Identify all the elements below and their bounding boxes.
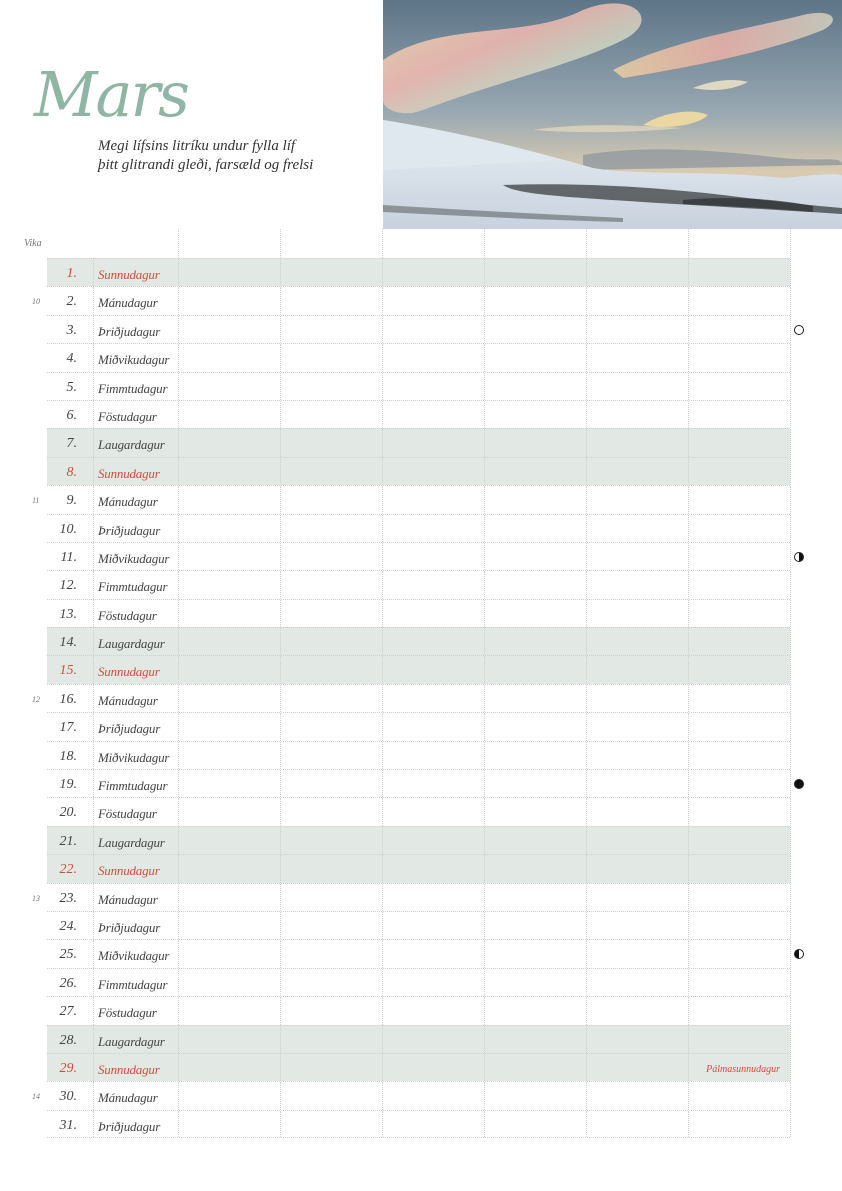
day-name: Fimmtudagur: [98, 778, 168, 794]
day-name: Föstudagur: [98, 806, 157, 822]
last-moon-icon: [794, 949, 804, 959]
day-name: Sunnudagur: [98, 1061, 160, 1077]
day-name: Föstudagur: [98, 607, 157, 623]
day-number: 29.: [59, 1060, 77, 1076]
day-name: Miðvikudagur: [98, 352, 170, 368]
day-row[interactable]: [47, 911, 790, 939]
day-name: Þriðjudagur: [98, 721, 161, 737]
day-number: 23.: [59, 890, 77, 906]
week-number: 11: [32, 496, 40, 506]
month-title: Mars: [34, 58, 188, 131]
day-row[interactable]: [47, 826, 790, 854]
day-row[interactable]: [47, 939, 790, 967]
day-name: Föstudagur: [98, 408, 157, 424]
day-row[interactable]: [47, 769, 790, 797]
day-number: 3.: [66, 322, 77, 338]
day-name: Fimmtudagur: [98, 579, 168, 595]
day-number: 22.: [59, 862, 77, 878]
day-row[interactable]: [47, 372, 790, 400]
day-name: Þriðjudagur: [98, 1118, 161, 1134]
day-row[interactable]: [47, 627, 790, 655]
day-name: Miðvikudagur: [98, 749, 170, 765]
day-number: 31.: [59, 1117, 77, 1133]
day-row[interactable]: [47, 599, 790, 627]
day-number: 25.: [59, 947, 77, 963]
day-name: Laugardagur: [98, 834, 165, 850]
week-column-header: Vika: [24, 238, 42, 249]
day-row[interactable]: [47, 1025, 790, 1053]
day-number: 28.: [59, 1032, 77, 1048]
landscape-photo: [383, 0, 842, 229]
day-row[interactable]: [32, 883, 790, 911]
day-name: Miðvikudagur: [98, 948, 170, 964]
day-row[interactable]: [47, 514, 790, 542]
day-number: 14.: [59, 635, 77, 651]
day-row[interactable]: [47, 1053, 790, 1081]
day-row[interactable]: [47, 854, 790, 882]
grid-header-row: [47, 229, 790, 258]
day-row[interactable]: [47, 1110, 790, 1138]
day-name: Mánudagur: [98, 295, 158, 311]
day-name: Þriðjudagur: [98, 323, 161, 339]
day-name: Laugardagur: [98, 636, 165, 652]
day-number: 30.: [59, 1089, 77, 1105]
day-name: Mánudagur: [98, 494, 158, 510]
day-number: 5.: [66, 379, 77, 395]
day-number: 24.: [59, 918, 77, 934]
day-rows: [32, 258, 790, 1138]
day-row[interactable]: [47, 570, 790, 598]
first-moon-icon: [794, 552, 804, 562]
day-row[interactable]: [32, 684, 790, 712]
day-row[interactable]: [47, 542, 790, 570]
quote-line-1: Megi lífsins litríku undur fylla líf: [98, 138, 296, 154]
day-row[interactable]: [47, 315, 790, 343]
day-name: Mánudagur: [98, 692, 158, 708]
day-name: Mánudagur: [98, 1090, 158, 1106]
day-row[interactable]: [47, 258, 790, 286]
month-quote: [98, 137, 368, 175]
day-number: 4.: [66, 351, 77, 367]
day-row[interactable]: [47, 400, 790, 428]
day-number: 13.: [59, 606, 77, 622]
day-name: Sunnudagur: [98, 267, 160, 282]
day-number: 18.: [59, 748, 77, 764]
day-number: 26.: [59, 975, 77, 991]
quote-line-2: þitt glitrandi gleði, farsæld og frelsi: [98, 157, 314, 173]
day-number: 21.: [59, 833, 77, 849]
landscape-photo-icon: [383, 0, 842, 229]
day-name: Sunnudagur: [98, 664, 160, 680]
day-name: Þriðjudagur: [98, 522, 161, 538]
week-number: 13: [32, 893, 40, 903]
day-number: 27.: [59, 1004, 77, 1020]
day-number: 9.: [66, 493, 77, 509]
new-moon-icon: [794, 779, 804, 789]
day-row[interactable]: [47, 712, 790, 740]
day-row[interactable]: [32, 1081, 790, 1109]
day-name: Fimmtudagur: [98, 380, 168, 396]
day-row[interactable]: [47, 343, 790, 371]
day-number: 17.: [59, 720, 77, 736]
day-row[interactable]: [32, 485, 790, 513]
week-number: 14: [32, 1092, 40, 1102]
day-name: Sunnudagur: [98, 465, 160, 481]
day-number: 20.: [59, 805, 77, 821]
day-row[interactable]: [47, 797, 790, 825]
week-number: 10: [32, 297, 40, 307]
day-row[interactable]: [47, 741, 790, 769]
day-row[interactable]: [47, 655, 790, 683]
day-number: 16.: [59, 691, 77, 707]
full-moon-icon: [794, 325, 804, 335]
day-row[interactable]: [47, 968, 790, 996]
day-row[interactable]: [47, 428, 790, 456]
day-name: Fimmtudagur: [98, 976, 168, 992]
day-name: Laugardagur: [98, 437, 165, 453]
day-number: 2.: [66, 294, 77, 310]
day-name: Föstudagur: [98, 1005, 157, 1021]
day-number: 8.: [66, 464, 77, 480]
week-number: 12: [32, 694, 40, 704]
day-name: Miðvikudagur: [98, 550, 170, 566]
day-name: Þriðjudagur: [98, 919, 161, 935]
day-number: 6.: [66, 407, 77, 423]
day-name: Mánudagur: [98, 891, 158, 907]
day-number: 12.: [59, 578, 77, 594]
holiday-label: Pálmasunnudagur: [706, 1063, 780, 1075]
day-name: Sunnudagur: [98, 863, 160, 879]
day-number: 15.: [59, 663, 77, 679]
day-row[interactable]: [47, 457, 790, 485]
day-number: 1.: [66, 266, 77, 281]
day-number: 10.: [59, 521, 77, 537]
day-name: Laugardagur: [98, 1033, 165, 1049]
day-row[interactable]: [32, 286, 790, 314]
day-number: 11.: [60, 549, 77, 565]
day-row[interactable]: [47, 996, 790, 1024]
day-number: 19.: [59, 777, 77, 793]
day-number: 7.: [66, 436, 77, 452]
